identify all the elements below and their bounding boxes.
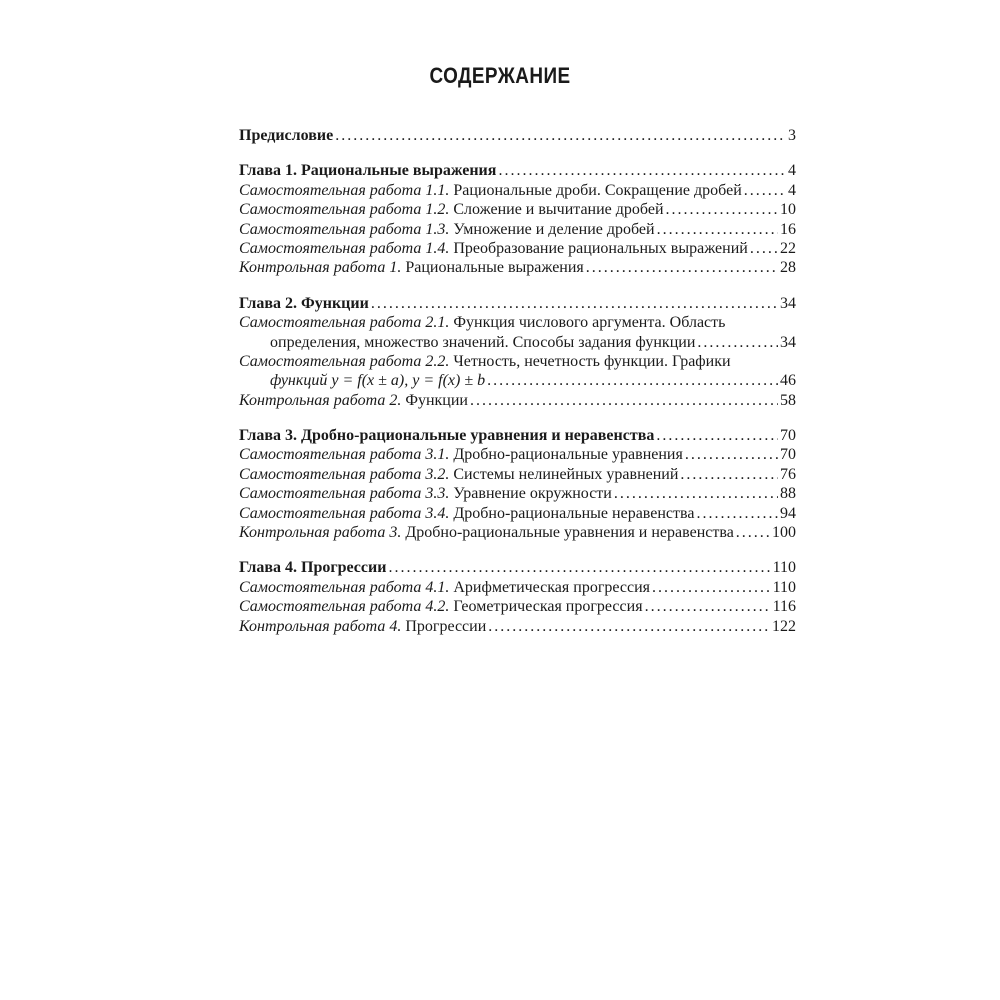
entry-kind: Самостоятельная работа 3.3. xyxy=(239,485,450,503)
dot-leader xyxy=(744,181,786,200)
entry-page: 58 xyxy=(780,391,796,409)
toc-entry[interactable] xyxy=(239,523,796,542)
toc-entry[interactable] xyxy=(239,239,796,258)
dot-leader xyxy=(680,465,778,484)
entry-page: 4 xyxy=(788,181,796,199)
entry-kind: Самостоятельная работа 3.1. xyxy=(239,446,450,464)
entry-page: 100 xyxy=(772,524,796,542)
dot-leader xyxy=(656,426,778,445)
entry-title: Дробно-рациональные уравнения и неравенства xyxy=(405,524,734,542)
chapter-heading: Глава 3. Дробно-рациональные уравнения и неравенства xyxy=(239,427,655,445)
toc-chapter-4[interactable] xyxy=(239,558,796,577)
toc-entry[interactable] xyxy=(239,258,796,277)
toc-entry[interactable] xyxy=(239,352,796,391)
entry-title: Функции xyxy=(405,391,468,409)
toc-entry[interactable] xyxy=(239,391,796,410)
entry-title: Системы нелинейных уравнений xyxy=(453,465,679,483)
entry-kind: Контрольная работа 2. xyxy=(239,391,402,409)
entry-kind: Самостоятельная работа 1.3. xyxy=(239,220,450,238)
entry-page: 94 xyxy=(780,504,796,522)
toc-entry[interactable] xyxy=(239,465,796,484)
dot-leader xyxy=(586,258,778,277)
entry-kind: Самостоятельная работа 3.2. xyxy=(239,465,450,483)
dot-leader xyxy=(614,484,778,503)
entry-page: 34 xyxy=(780,333,796,351)
entry-title: Прогрессии xyxy=(405,617,487,635)
entry-title-continued: функций y = f(x ± a), y = f(x) ± b xyxy=(270,372,486,390)
dot-leader xyxy=(488,617,770,636)
entry-kind: Самостоятельная работа 4.2. xyxy=(239,598,450,616)
toc-preface[interactable] xyxy=(239,126,796,145)
dot-leader xyxy=(697,333,778,352)
dot-leader xyxy=(685,445,778,464)
chapter-page: 4 xyxy=(788,162,796,180)
entry-kind: Самостоятельная работа 3.4. xyxy=(239,504,450,522)
toc-chapter-3[interactable] xyxy=(239,426,796,445)
chapter-heading: Глава 2. Функции xyxy=(239,294,369,312)
entry-title: Умножение и деление дробей xyxy=(453,220,655,238)
entry-title: Геометрическая прогрессия xyxy=(453,598,643,616)
entry-kind: Контрольная работа 3. xyxy=(239,524,402,542)
dot-leader xyxy=(736,523,770,542)
entry-page: 70 xyxy=(780,446,796,464)
chapter-page: 34 xyxy=(780,294,796,312)
chapter-heading: Глава 4. Прогрессии xyxy=(239,559,387,577)
entry-page: 28 xyxy=(780,259,796,277)
entry-kind: Самостоятельная работа 2.2. xyxy=(239,352,450,370)
entry-title: Сложение и вычитание дробей xyxy=(453,201,664,219)
toc-chapter-2[interactable] xyxy=(239,294,796,313)
entry-kind: Самостоятельная работа 4.1. xyxy=(239,578,450,596)
entry-page: 10 xyxy=(780,201,796,219)
entry-kind: Самостоятельная работа 1.4. xyxy=(239,239,450,257)
dot-leader xyxy=(652,578,771,597)
toc-entry[interactable] xyxy=(239,597,796,616)
entry-page: 88 xyxy=(780,485,796,503)
dot-leader xyxy=(498,161,786,180)
entry-kind: Самостоятельная работа 1.1. xyxy=(239,181,450,199)
chapter-heading: Глава 1. Рациональные выражения xyxy=(239,162,497,180)
dot-leader xyxy=(335,126,786,145)
page-title: СОДЕРЖАНИЕ xyxy=(429,63,571,88)
entry-title: Уравнение окружности xyxy=(453,485,612,503)
entry-title: Рациональные дроби. Сокращение дробей xyxy=(453,181,742,199)
entry-title: Дробно-рациональные уравнения xyxy=(453,446,683,464)
dot-leader xyxy=(388,558,770,577)
entry-title: Дробно-рациональные неравенства xyxy=(453,504,695,522)
toc-entry[interactable] xyxy=(239,504,796,523)
dot-leader xyxy=(487,371,778,390)
entry-page: 76 xyxy=(780,465,796,483)
entry-page: 46 xyxy=(780,372,796,390)
toc-chapter-1[interactable] xyxy=(239,161,796,180)
toc-entry[interactable] xyxy=(239,200,796,219)
dot-leader xyxy=(371,294,778,313)
entry-title: Арифметическая прогрессия xyxy=(453,578,651,596)
toc-entry[interactable] xyxy=(239,220,796,239)
entry-title: Функция числового аргумента. Область xyxy=(453,314,726,332)
toc-entry[interactable] xyxy=(239,617,796,636)
dot-leader xyxy=(696,504,778,523)
entry-page: 122 xyxy=(772,617,796,635)
table-of-contents xyxy=(239,126,796,636)
entry-page: 116 xyxy=(772,598,796,616)
entry-title: Преобразование рациональных выражений xyxy=(453,239,748,257)
entry-kind: Контрольная работа 1. xyxy=(239,259,402,277)
toc-entry[interactable] xyxy=(239,181,796,200)
entry-page: 22 xyxy=(780,239,796,257)
toc-entry[interactable] xyxy=(239,484,796,503)
toc-entry[interactable] xyxy=(239,313,796,352)
entry-title-continued: определения, множество значений. Способы задания функции xyxy=(270,333,696,351)
dot-leader xyxy=(470,391,778,410)
toc-preface-label: Предисловие xyxy=(239,127,334,144)
chapter-page: 70 xyxy=(780,427,796,445)
dot-leader xyxy=(645,597,771,616)
dot-leader xyxy=(666,200,778,219)
toc-entry[interactable] xyxy=(239,578,796,597)
entry-kind: Самостоятельная работа 2.1. xyxy=(239,314,450,332)
dot-leader xyxy=(657,220,778,239)
entry-title: Рациональные выражения xyxy=(405,259,584,277)
toc-entry[interactable] xyxy=(239,445,796,464)
dot-leader xyxy=(750,239,778,258)
entry-kind: Контрольная работа 4. xyxy=(239,617,402,635)
entry-title: Четность, нечетность функции. Графики xyxy=(453,352,731,370)
entry-page: 16 xyxy=(780,220,796,238)
entry-page: 110 xyxy=(772,578,796,596)
toc-preface-page: 3 xyxy=(788,127,796,144)
entry-kind: Самостоятельная работа 1.2. xyxy=(239,201,450,219)
chapter-page: 110 xyxy=(772,559,796,577)
